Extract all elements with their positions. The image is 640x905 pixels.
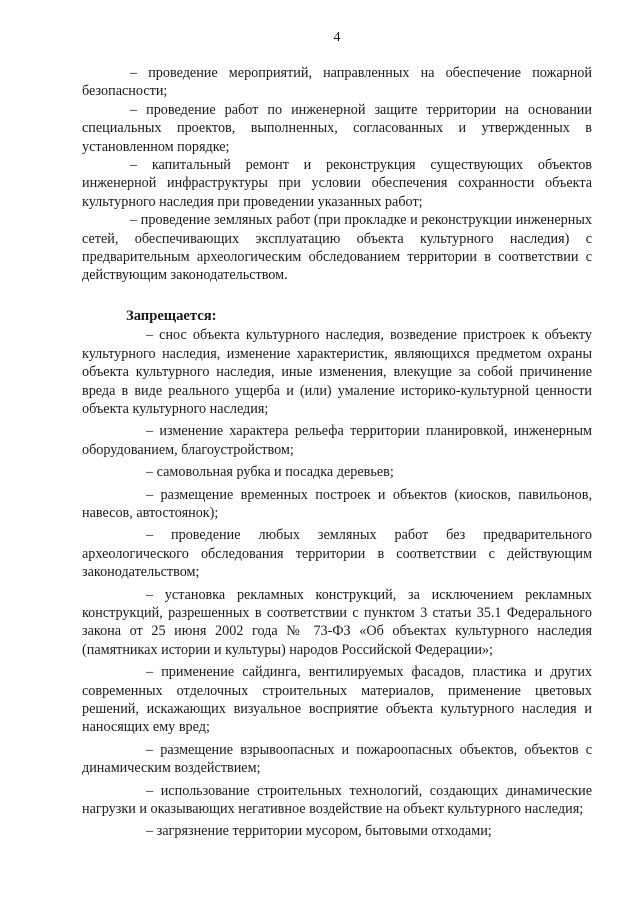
prohibited-item-pollution: – загрязнение территории мусором, бытовыми отходами; (146, 823, 492, 840)
prohibited-item-relief-change: – изменение характера рельефа территории планировкой, инженерным оборудованием, благоустройством; (82, 423, 592, 458)
allowed-item-fire-safety: – проведение мероприятий, направленных на обеспечение пожарной безопасности; (82, 65, 592, 100)
prohibited-item-demolition: – снос объекта культурного наследия, возведение пристроек к объекту культурного наследия, изменение характеристик, являющихся предметом охраны объекта культурного наследия, иные изменения, влекущие за собой причинение вреда в виде реального ущерба и (или) умаление историко-культурной ценности объекта культурного наследия; (82, 327, 592, 417)
prohibited-item-earthworks: – проведение любых земляных работ без предварительного археологического обследования территории в соответствии с действующим законодательством; (82, 527, 592, 581)
prohibited-item-construction-technologies: – использование строительных технологий, создающих динамические нагрузки и оказывающих негативное воздействие на объект культурного наследия; (82, 782, 592, 818)
prohibited-item-hazardous-objects: – размещение взрывоопасных и пожароопасных объектов, объектов с динамическим воздействием; (82, 741, 592, 777)
allowed-item-earthworks: – проведение земляных работ (при прокладке и реконструкции инженерных сетей, обеспечивающих эксплуатацию объекта культурного наследия) с предварительным археологическим обследованием территории в соответствии с действующим законодательством. (82, 212, 592, 284)
prohibited-section-title: Запрещается: (126, 307, 217, 324)
document-body (82, 64, 592, 841)
prohibited-item-advertising: – установка рекламных конструкций, за исключением рекламных конструкций, разрешенных в соответствии с пунктом 3 статьи 35.1 Федерального закона от 25 июня 2002 года № 73-ФЗ «Об объектах культурного наследия (памятниках истории и культуры) народов Российской Федерации»; (82, 586, 592, 658)
page-number: 4 (333, 30, 341, 45)
prohibited-item-temporary-structures: – размещение временных построек и объектов (киосков, павильонов, навесов, автостоянок); (82, 486, 592, 521)
allowed-item-infrastructure-repair: – капитальный ремонт и реконструкция существующих объектов инженерной инфраструктуры при условии обеспечения сохранности объекта культурного наследия при проведении указанных работ; (82, 157, 592, 210)
prohibited-item-siding: – применение сайдинга, вентилируемых фасадов, пластика и других современных отделочных строительных материалов, применение цветовых решений, искажающих визуальное восприятие объекта культурного наследия и наносящих ему вред; (82, 664, 592, 736)
prohibited-item-tree-cutting: – самовольная рубка и посадка деревьев; (146, 464, 394, 481)
allowed-item-engineering-protection: – проведение работ по инженерной защите территории на основании специальных проектов, выполненных, согласованных и утвержденных в установленном порядке; (82, 101, 592, 155)
